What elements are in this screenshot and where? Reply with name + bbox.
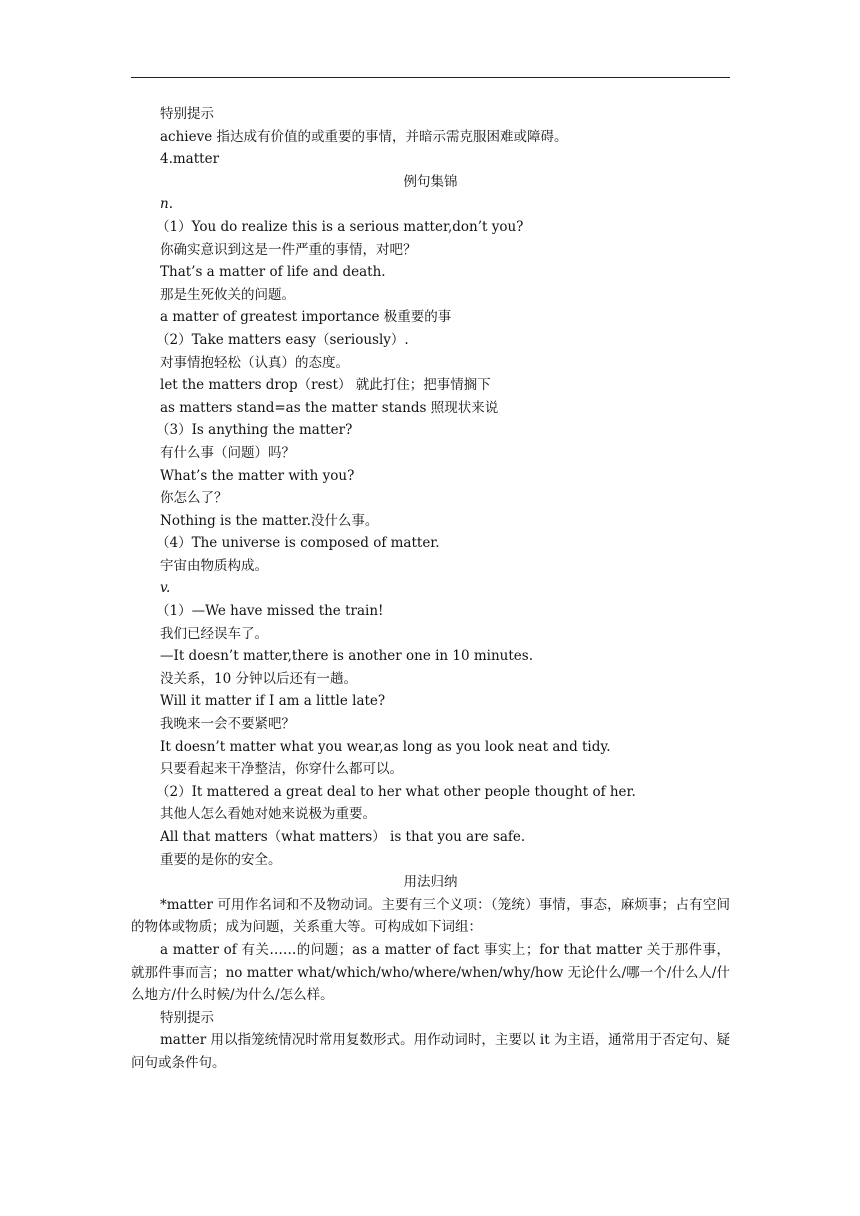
text-line: 你怎么了？ (160, 490, 228, 507)
text-line: 4.matter (160, 151, 220, 168)
text-line: 其他人怎么看她对她来说极为重要。 (160, 806, 376, 823)
text-line: 我们已经误车了。 (160, 625, 268, 642)
text-line: All that matters（what matters） is that you are safe. (160, 829, 526, 845)
text-line: 你确实意识到这是一件严重的事情，对吧？ (160, 241, 417, 258)
text-line: That’s a matter of life and death. (160, 264, 386, 281)
section-heading: 例句集锦 (403, 173, 458, 190)
text-line: let the matters drop（rest） 就此打住；把事情搁下 (160, 377, 491, 394)
text-line: Will it matter if I am a little late? (160, 693, 386, 710)
text-line: a matter of greatest importance 极重要的事 (160, 309, 452, 326)
text-line: 重要的是你的安全。 (160, 851, 282, 868)
text-line: as matters stand=as the matter stands 照现状来说 (160, 399, 499, 416)
text-line: achieve 指达成有价值的或重要的事情，并暗示需克服困难或障碍。 (160, 128, 568, 145)
tip-heading: 特别提示 (160, 1009, 214, 1026)
text-line: 没关系，10 分钟以后还有一趟。 (160, 670, 357, 687)
usage-paragraph-3: matter 用以指笼统情况时常用复数形式。用作动词时，主要以 it 为主语，通常用于否定句、疑问句或条件句。 (131, 1032, 730, 1071)
text-line: （2）It mattered a great deal to her what other people thought of her. (156, 783, 636, 800)
text-line: 那是生死攸关的问题。 (160, 286, 295, 303)
text-line: 有什么事（问题）吗？ (160, 444, 295, 461)
text-line: 对事情抱轻松（认真）的态度。 (160, 354, 349, 371)
text-line: —It doesn’t matter,there is another one in 10 minutes. (160, 648, 534, 665)
usage-paragraph-2: a matter of 有关……的问题；as a matter of fact 事实上；for that matter 关于那件事，就那件事而言；no matter what/which/who/where/when/why/how 无论什么/哪一个/什么人/什么地方/什么时候/为什么/怎么样。 (131, 941, 730, 1004)
text-line: 特别提示 (160, 106, 214, 122)
text-line: （2）Take matters easy（seriously）. (156, 331, 409, 348)
document-body (131, 103, 730, 1075)
text-line: （1）You do realize this is a serious matter,don’t you? (156, 218, 524, 235)
text-line: It doesn’t matter what you wear,as long as you look neat and tidy. (160, 738, 611, 755)
header-rule (131, 77, 730, 78)
text-line: 宇宙由物质构成。 (160, 557, 268, 574)
usage-paragraph-1: *matter 可用作名词和不及物动词。主要有三个义项：（笼统）事情，事态，麻烦事；占有空间的物体或物质；成为问题，关系重大等。可构成如下词组： (131, 896, 730, 936)
text-line: n. (160, 196, 173, 213)
text-line: What’s the matter with you? (160, 467, 355, 484)
text-line: （1）—We have missed the train! (156, 603, 384, 620)
text-line: （3）Is anything the matter? (156, 422, 353, 439)
section-heading: 用法归纳 (403, 874, 458, 891)
text-line: 我晚来一会不要紧吧？ (160, 716, 295, 733)
text-line: 只要看起来干净整洁，你穿什么都可以。 (160, 761, 403, 778)
text-line: Nothing is the matter.没什么事。 (160, 512, 379, 529)
example-lines (156, 103, 730, 894)
text-line: （4）The universe is composed of matter. (156, 535, 440, 552)
text-line: v. (160, 580, 171, 597)
